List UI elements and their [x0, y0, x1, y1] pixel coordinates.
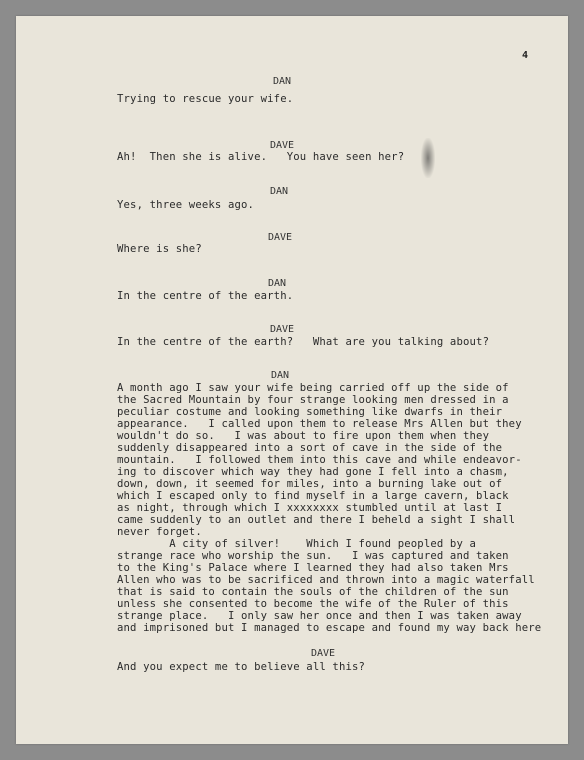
dialogue-line: wouldn't do so. I was about to fire upon them when they	[117, 430, 490, 442]
dialogue-line: ing to discover which way they had gone I fell into a chasm,	[117, 466, 509, 478]
dialogue-line: as night, through which I xxxxxxxx stumbled until at last I	[117, 502, 503, 514]
dialogue-line: and imprisoned but I managed to escape and found my way back here	[117, 622, 542, 634]
page-number: 4	[521, 50, 528, 61]
dialogue-line: that is said to contain the souls of the children of the sun	[117, 586, 509, 598]
dialogue-line: Trying to rescue your wife.	[117, 93, 294, 105]
speaker-name: DAVE	[268, 232, 293, 243]
dialogue-line: appearance. I called upon them to release Mrs Allen but they	[117, 418, 522, 430]
dialogue-line: mountain. I followed them into this cave and while endeavor-	[117, 454, 522, 466]
speaker-name: DAN	[271, 370, 290, 381]
dialogue-line: suddenly disappeared into a sort of cave in the side of the	[117, 442, 503, 454]
dialogue-line: In the centre of the earth.	[117, 290, 294, 302]
dialogue-line: peculiar costume and looking something like dwarfs in their	[117, 406, 503, 418]
dialogue-line: A city of silver! Which I found peopled by a	[117, 538, 477, 550]
dialogue-line: down, down, it seemed for miles, into a burning lake out of	[117, 478, 503, 490]
dialogue-line: the Sacred Mountain by four strange looking men dressed in a	[117, 394, 509, 406]
speaker-name: DAVE	[311, 648, 336, 659]
dialogue-line: A month ago I saw your wife being carried off up the side of	[117, 382, 509, 394]
dialogue-line: Yes, three weeks ago.	[117, 199, 255, 211]
dialogue-line: to the King's Palace where I learned they had also taken Mrs	[117, 562, 509, 574]
speaker-name: DAN	[268, 278, 287, 289]
dialogue-line: never forget.	[117, 526, 202, 538]
dialogue-line: And you expect me to believe all this?	[117, 661, 366, 673]
dialogue-line: came suddenly to an outlet and there I beheld a sight I shall	[117, 514, 516, 526]
speaker-name: DAN	[270, 186, 289, 197]
dialogue-line: Ah! Then she is alive. You have seen her?	[117, 151, 405, 163]
ink-smudge	[421, 138, 435, 178]
dialogue-line: Where is she?	[117, 243, 202, 255]
dialogue-line: strange race who worship the sun. I was captured and taken	[117, 550, 509, 562]
dialogue-line: strange place. I only saw her once and then I was taken away	[117, 610, 522, 622]
speaker-name: DAVE	[270, 324, 295, 335]
dialogue-line: In the centre of the earth? What are you talking about?	[117, 336, 490, 348]
dialogue-line: Allen who was to be sacrificed and thrown into a magic waterfall	[117, 574, 535, 586]
speaker-name: DAVE	[270, 140, 295, 151]
typescript-page	[16, 16, 568, 744]
dialogue-line: which I escaped only to find myself in a large cavern, black	[117, 490, 509, 502]
dialogue-line: unless she consented to become the wife of the Ruler of this	[117, 598, 509, 610]
speaker-name: DAN	[273, 76, 292, 87]
